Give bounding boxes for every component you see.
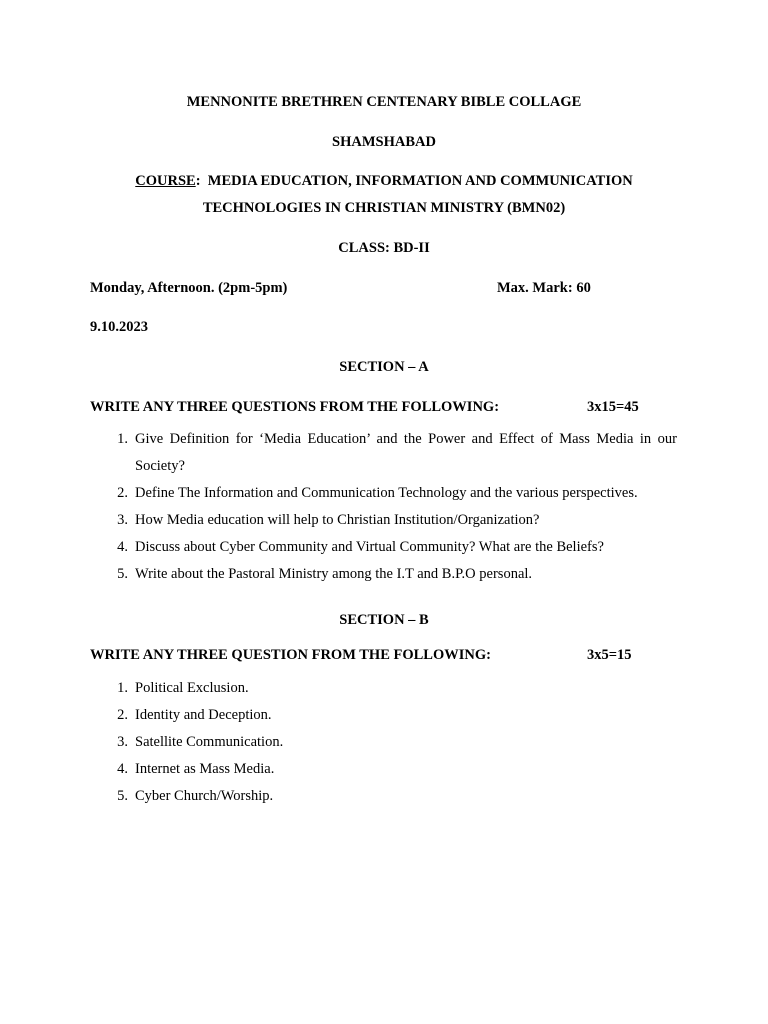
question-number: 2. [117,485,128,501]
question-number: 3. [117,512,128,528]
question-number: 1. [117,431,128,447]
max-mark: Max. Mark: 60 [497,280,591,296]
question-text: Define The Information and Communication Technology and the various perspectives. [135,485,638,501]
question-text: Political Exclusion. [135,680,249,696]
section-b-title: SECTION – B [339,612,429,628]
question-text: Internet as Mass Media. [135,761,275,777]
section-a-instruction: WRITE ANY THREE QUESTIONS FROM THE FOLLOWING: [90,399,500,415]
course-title-line1 [0,173,768,190]
course-title-line2: TECHNOLOGIES IN CHRISTIAN MINISTRY (BMN02) [202,200,566,216]
section-b-question-5 [0,783,768,810]
exam-schedule: Monday, Afternoon. (2pm-5pm) [90,280,288,296]
section-a-question-2 [0,480,768,507]
section-b-question-3 [0,729,768,756]
question-text: Cyber Church/Worship. [135,788,274,804]
section-a-question-5 [0,561,768,588]
section-b-question-list [0,675,768,810]
section-b-question-4 [0,756,768,783]
question-text: How Media education will help to Christian Institution/Organization? [135,512,540,528]
section-b-marks: 3x5=15 [587,647,632,663]
section-a-marks: 3x15=45 [587,399,639,415]
course-label: COURSE [135,173,196,189]
question-number: 4. [117,761,128,777]
question-number: 1. [117,680,128,696]
course-title-text: : MEDIA EDUCATION, INFORMATION AND COMMUNICATION [195,173,633,189]
question-text: Write about the Pastoral Ministry among the I.T and B.P.O personal. [135,566,533,582]
section-a-question-4 [0,534,768,561]
section-b-question-1 [0,675,768,702]
question-text: Discuss about Cyber Community and Virtual Community? What are the Beliefs? [135,539,604,555]
institution-location: SHAMSHABAD [332,134,436,150]
exam-date: 9.10.2023 [90,319,148,335]
question-number: 4. [117,539,128,555]
section-a-question-1 [0,426,768,480]
question-number: 5. [117,566,128,582]
question-text: Satellite Communication. [135,734,284,750]
section-a-title: SECTION – A [339,359,429,375]
section-a-question-list [0,426,768,588]
question-number: 5. [117,788,128,804]
institution-name: MENNONITE BRETHREN CENTENARY BIBLE COLLAGE [186,94,582,110]
question-text-line1: Give Definition for ‘Media Education’ and the Power and Effect of Mass Media in our [135,431,677,447]
question-text: Identity and Deception. [135,707,272,723]
class-label: CLASS: BD-II [338,240,430,256]
question-text-line2: Society? [135,458,185,474]
section-a-question-3 [0,507,768,534]
question-number: 3. [117,734,128,750]
section-b-question-2 [0,702,768,729]
question-number: 2. [117,707,128,723]
section-b-instruction: WRITE ANY THREE QUESTION FROM THE FOLLOWING: [90,647,491,663]
